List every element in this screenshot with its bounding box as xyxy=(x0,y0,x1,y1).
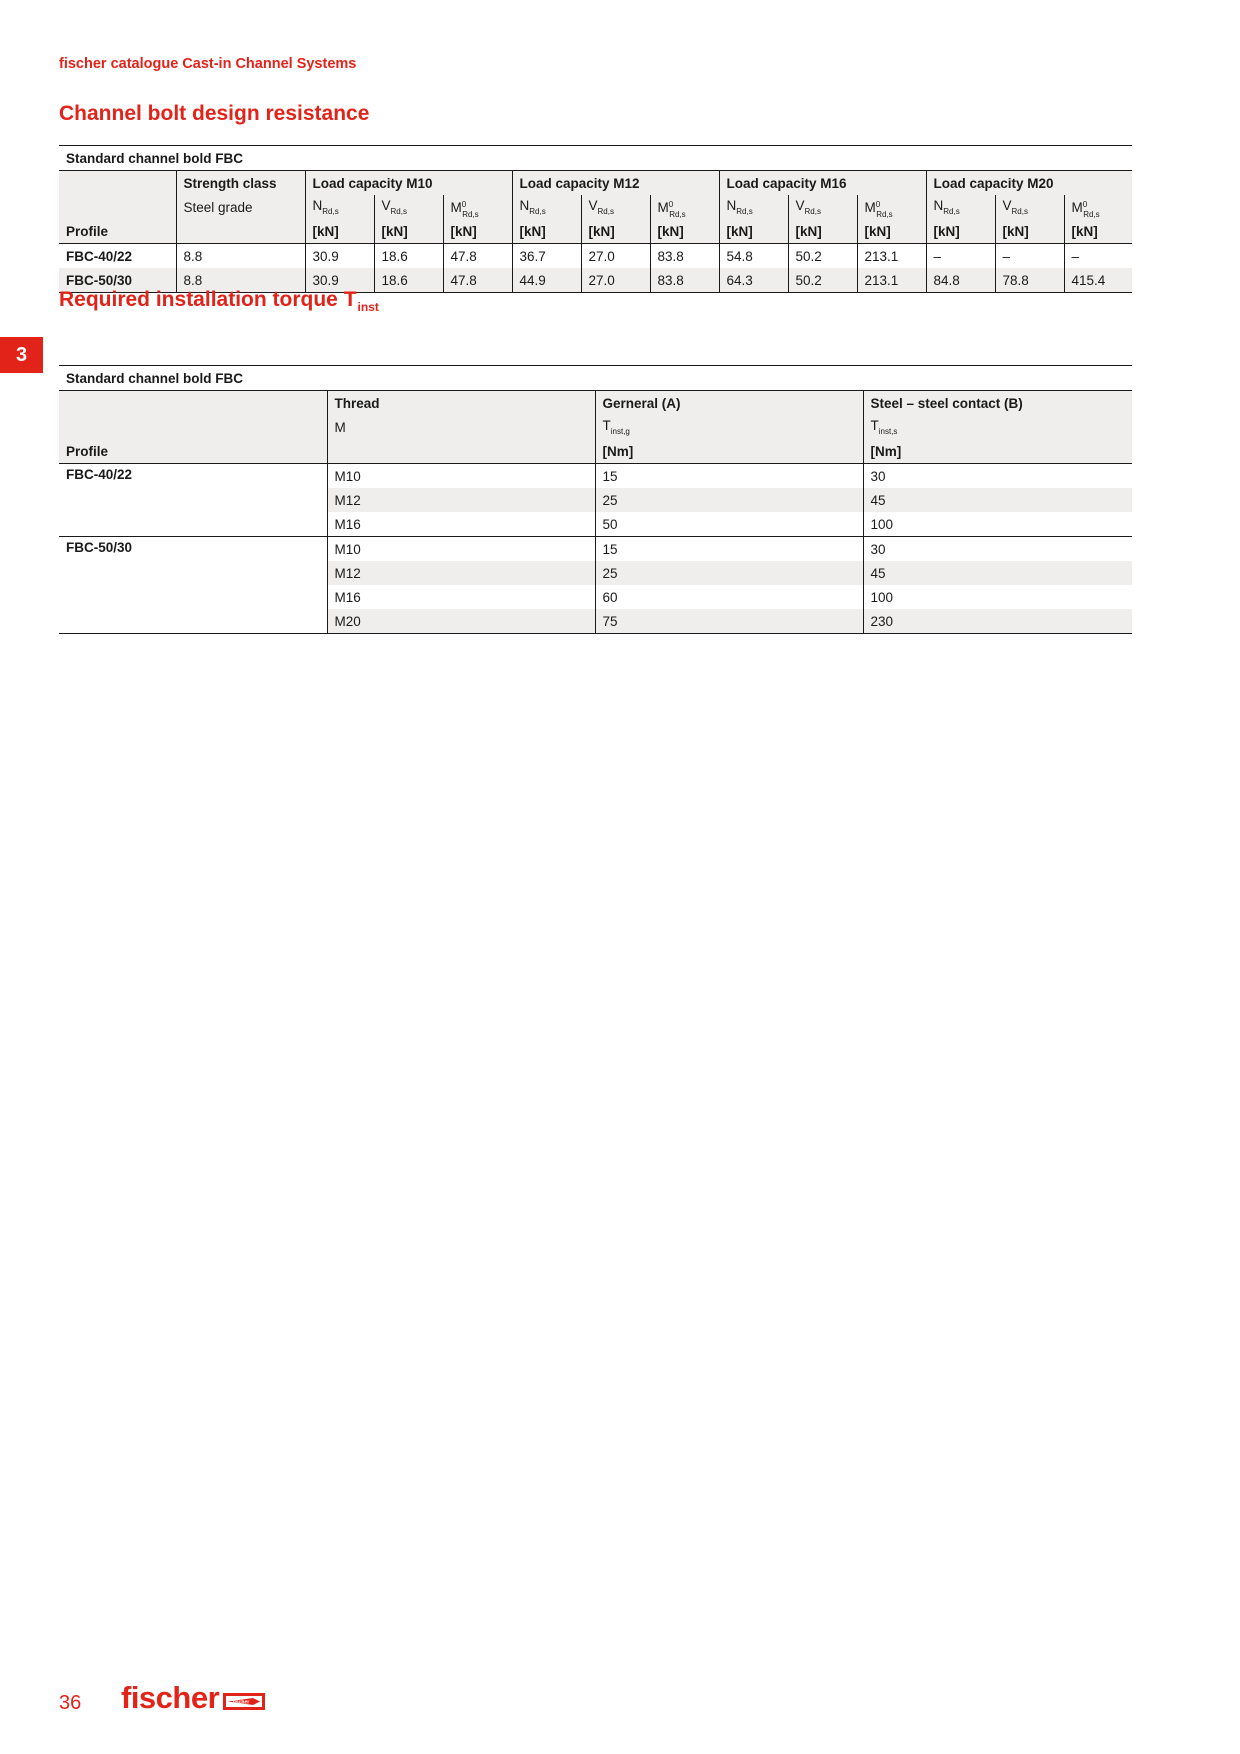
steel-cell: 100 xyxy=(863,512,1132,537)
profile-cell: FBC-50/30 xyxy=(59,537,327,634)
symbol-m-rd-s: $M^0_{Rd,s}$ xyxy=(443,195,512,219)
steel-cell: 100 xyxy=(863,585,1132,609)
steel-cell: 45 xyxy=(863,561,1132,585)
group-header-m20: Load capacity M20 xyxy=(926,171,1132,196)
value-cell: 30.9 xyxy=(305,268,374,293)
steel-cell: 230 xyxy=(863,609,1132,634)
section-title-installation-torque: Required installation torque $T_{inst}$ xyxy=(59,288,379,314)
group-header-m10: Load capacity M10 xyxy=(305,171,512,196)
steel-symbol: $T_{inst,s}$ xyxy=(863,415,1132,439)
thread-cell: M12 xyxy=(327,561,595,585)
steel-cell: 30 xyxy=(863,537,1132,562)
value-cell: 18.6 xyxy=(374,268,443,293)
general-unit: [Nm] xyxy=(595,439,863,464)
unit-kn: [kN] xyxy=(443,219,512,244)
general-cell: 25 xyxy=(595,488,863,512)
value-cell: 83.8 xyxy=(650,268,719,293)
symbol-v-rd-s: $V_{Rd,s}$ xyxy=(581,195,650,219)
value-cell: 47.8 xyxy=(443,244,512,269)
profile-cell: FBC-40/22 xyxy=(59,464,327,537)
value-cell: 18.6 xyxy=(374,244,443,269)
symbol-m-rd-s: $M^0_{Rd,s}$ xyxy=(1064,195,1132,219)
general-cell: 15 xyxy=(595,537,863,562)
group-header-m16: Load capacity M16 xyxy=(719,171,926,196)
symbol-v-rd-s: $V_{Rd,s}$ xyxy=(995,195,1064,219)
general-cell: 25 xyxy=(595,561,863,585)
steel-cell: 45 xyxy=(863,488,1132,512)
unit-kn: [kN] xyxy=(581,219,650,244)
breadcrumb: fischer catalogue Cast-in Channel Systems xyxy=(59,56,357,72)
symbol-n-rd-s: $N_{Rd,s}$ xyxy=(305,195,374,219)
steel-unit: [Nm] xyxy=(863,439,1132,464)
thread-cell: M12 xyxy=(327,488,595,512)
value-cell: 54.8 xyxy=(719,244,788,269)
profile-header: Profile xyxy=(59,219,176,244)
general-cell: 60 xyxy=(595,585,863,609)
value-cell: 47.8 xyxy=(443,268,512,293)
value-cell: – xyxy=(926,244,995,269)
general-cell: 50 xyxy=(595,512,863,537)
profile-cell: FBC-40/22 xyxy=(66,248,133,264)
value-cell: – xyxy=(995,244,1064,269)
symbol-m-rd-s: $M^0_{Rd,s}$ xyxy=(650,195,719,219)
general-header: Gerneral (A) xyxy=(595,391,863,416)
grade-cell: 8.8 xyxy=(176,268,305,293)
unit-kn: [kN] xyxy=(788,219,857,244)
thread-cell: M16 xyxy=(327,512,595,537)
fischer-logo xyxy=(121,1680,265,1716)
symbol-m-rd-s: $M^0_{Rd,s}$ xyxy=(857,195,926,219)
symbol-n-rd-s: $N_{Rd,s}$ xyxy=(719,195,788,219)
logo-wordmark: fischer xyxy=(121,1680,220,1715)
unit-kn: [kN] xyxy=(512,219,581,244)
steel-cell: 30 xyxy=(863,464,1132,489)
value-cell: 27.0 xyxy=(581,244,650,269)
unit-kn: [kN] xyxy=(857,219,926,244)
value-cell: 30.9 xyxy=(305,244,374,269)
table-row xyxy=(59,537,1132,562)
profile-header: Profile xyxy=(59,439,327,464)
profile-cell: FBC-50/30 xyxy=(59,268,176,293)
thread-cell: M10 xyxy=(327,537,595,562)
thread-symbol: M xyxy=(327,415,595,439)
page-number: 36 xyxy=(59,1692,82,1714)
value-cell: 213.1 xyxy=(857,268,926,293)
value-cell: 83.8 xyxy=(650,244,719,269)
unit-kn: [kN] xyxy=(1064,219,1132,244)
unit-kn: [kN] xyxy=(995,219,1064,244)
table-row xyxy=(59,464,1132,489)
installation-torque-table xyxy=(59,365,1132,634)
unit-kn: [kN] xyxy=(650,219,719,244)
table-caption: Standard channel bold FBC xyxy=(59,366,1132,391)
unit-kn: [kN] xyxy=(374,219,443,244)
design-resistance-table xyxy=(59,145,1132,293)
unit-kn: [kN] xyxy=(305,219,374,244)
unit-kn: [kN] xyxy=(926,219,995,244)
section-title-design-resistance: Channel bolt design resistance xyxy=(59,102,370,125)
fish-badge-icon xyxy=(223,1693,265,1710)
value-cell: 213.1 xyxy=(857,244,926,269)
value-cell: 78.8 xyxy=(995,268,1064,293)
table-row xyxy=(59,244,1132,269)
value-cell: 44.9 xyxy=(512,268,581,293)
general-symbol: $T_{inst,g}$ xyxy=(595,415,863,439)
thread-cell: M16 xyxy=(327,585,595,609)
value-cell: 64.3 xyxy=(719,268,788,293)
value-cell: 50.2 xyxy=(788,244,857,269)
general-cell: 15 xyxy=(595,464,863,489)
general-cell: 75 xyxy=(595,609,863,634)
chapter-tab[interactable]: 3 xyxy=(0,337,43,373)
svg-text:fischer: fischer xyxy=(232,1699,250,1705)
thread-header: Thread xyxy=(327,391,595,416)
thread-cell: M20 xyxy=(327,609,595,634)
value-cell: 50.2 xyxy=(788,268,857,293)
symbol-n-rd-s: $N_{Rd,s}$ xyxy=(512,195,581,219)
value-cell: 84.8 xyxy=(926,268,995,293)
strength-class-header: Strength class xyxy=(176,171,305,196)
value-cell: – xyxy=(1064,244,1132,269)
table-caption: Standard channel bold FBC xyxy=(59,146,1132,171)
value-cell: 36.7 xyxy=(512,244,581,269)
steel-grade-header: Steel grade xyxy=(176,195,305,219)
symbol-n-rd-s: $N_{Rd,s}$ xyxy=(926,195,995,219)
group-header-m12: Load capacity M12 xyxy=(512,171,719,196)
steel-contact-header: Steel – steel contact (B) xyxy=(863,391,1132,416)
grade-cell: 8.8 xyxy=(176,244,305,269)
value-cell: 27.0 xyxy=(581,268,650,293)
symbol-v-rd-s: $V_{Rd,s}$ xyxy=(374,195,443,219)
value-cell: 415.4 xyxy=(1064,268,1132,293)
unit-kn: [kN] xyxy=(719,219,788,244)
symbol-v-rd-s: $V_{Rd,s}$ xyxy=(788,195,857,219)
thread-cell: M10 xyxy=(327,464,595,489)
